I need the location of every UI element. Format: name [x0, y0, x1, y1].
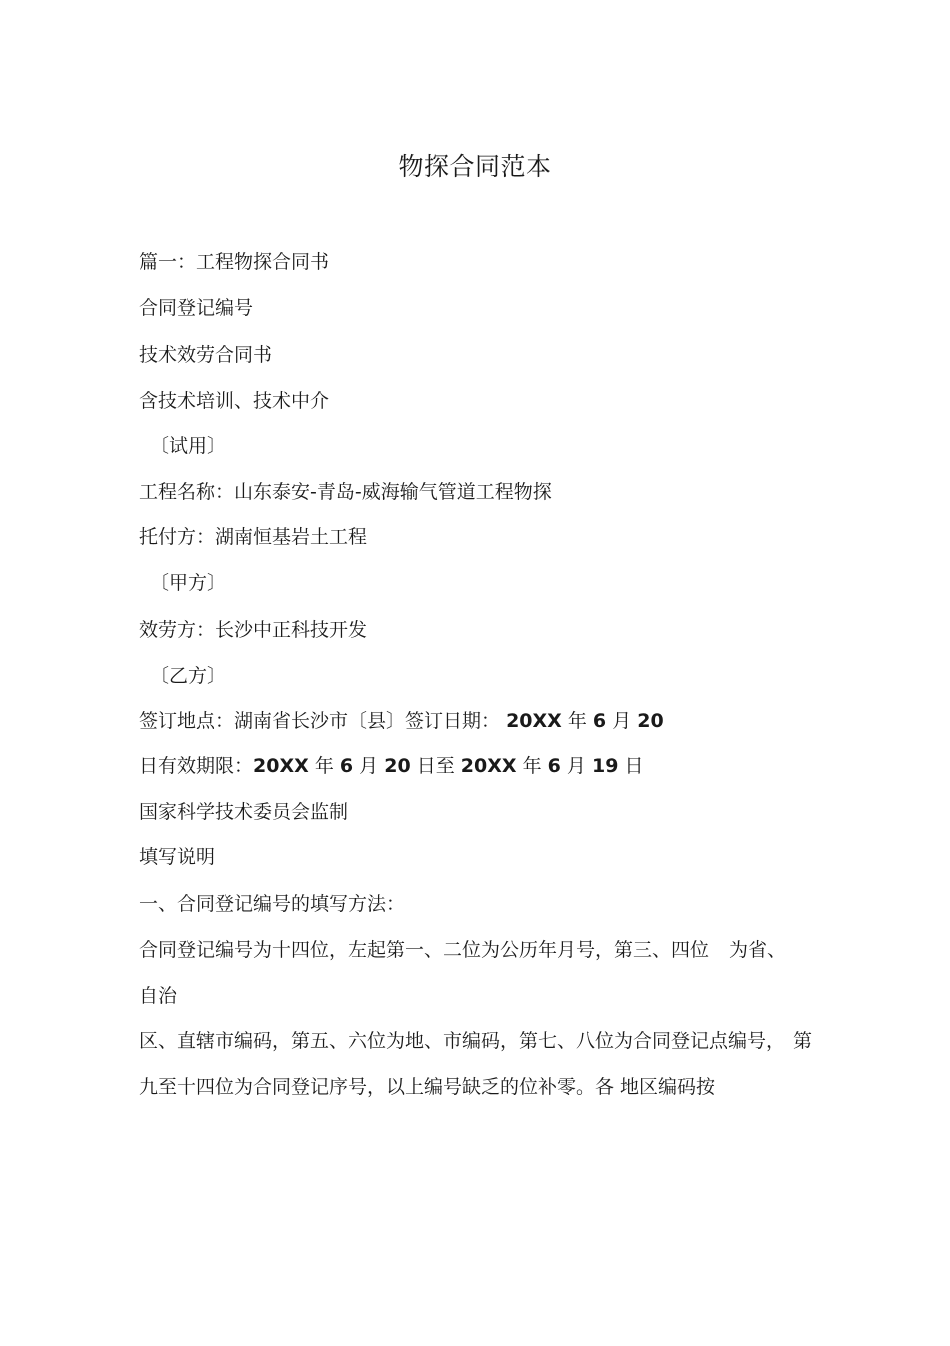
validity-from-month-unit: 月: [359, 755, 379, 777]
text-line: 〔试用〕: [150, 435, 227, 457]
validity-from-day-unit: 日至: [416, 755, 455, 777]
paragraph-text: 合同登记编号为十四位，左起第一、二位为公历年月号，第三、四位: [139, 939, 710, 961]
signing-month: 6: [592, 710, 607, 732]
signing-line: [139, 708, 664, 734]
validity-to-year: 20XX: [460, 755, 517, 777]
paragraph-line: [139, 937, 786, 963]
validity-label: 日有效期限：: [139, 755, 254, 777]
signing-month-unit: 月: [612, 710, 632, 732]
text-line: 填写说明: [139, 846, 216, 868]
validity-to-day-unit: 日: [624, 755, 644, 777]
signing-label: 签订地点：湖南省长沙市〔县〕签订日期：: [139, 710, 501, 732]
signing-day: 20: [637, 710, 664, 732]
paragraph-line: 自治: [139, 985, 178, 1007]
text-line: 合同登记编号: [139, 297, 254, 319]
text-line: 含技术培训、技术中介: [139, 390, 330, 412]
project-name-line: 工程名称：山东泰安-青岛-威海输气管道工程物探: [139, 481, 552, 503]
paragraph-line: 九至十四位为合同登记序号，以上编号缺乏的位补零。各 地区编码按: [139, 1076, 716, 1098]
validity-to-month: 6: [547, 755, 561, 777]
signing-year: 20XX: [506, 710, 562, 732]
paragraph-text: 区、直辖市编码，第五、六位为地、市编码，第七、八位为合同登记点编号，: [139, 1030, 786, 1052]
validity-to-day: 19: [591, 755, 619, 777]
validity-from-year: 20XX: [253, 755, 309, 777]
provider-line: 效劳方：长沙中正科技开发: [139, 619, 368, 641]
document-title: 物探合同范本: [398, 152, 552, 181]
paragraph-text: 为省、: [729, 939, 787, 961]
validity-line: [139, 753, 644, 779]
text-line: 国家科学技术委员会监制: [139, 801, 349, 823]
client-line: 托付方：湖南恒基岩土工程: [139, 526, 368, 548]
text-line: 〔乙方〕: [150, 665, 227, 687]
validity-from-month: 6: [339, 755, 354, 777]
validity-to-month-unit: 月: [566, 755, 586, 777]
validity-from-day: 20: [384, 755, 411, 777]
signing-year-unit: 年: [567, 710, 587, 732]
section-heading: 篇一：工程物探合同书: [139, 251, 330, 273]
text-line: 技术效劳合同书: [139, 344, 273, 366]
text-line: 一、合同登记编号的填写方法：: [139, 893, 406, 915]
validity-from-year-unit: 年: [314, 755, 334, 777]
paragraph-text: 第: [793, 1030, 813, 1052]
text-line: 〔甲方〕: [150, 572, 227, 594]
validity-to-year-unit: 年: [522, 755, 542, 777]
paragraph-line: [139, 1028, 812, 1054]
